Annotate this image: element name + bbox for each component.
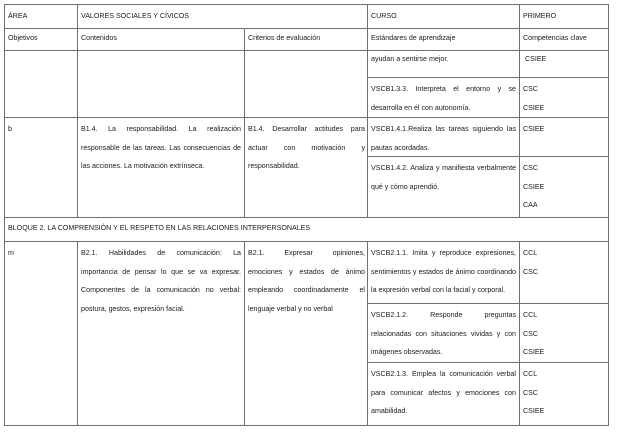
standard-vscb1-4-2: VSCB1.4.2. Analiza y manifiesta verbalmente qué y cómo aprendió.	[371, 164, 516, 191]
table-rule	[367, 303, 609, 304]
competency-badge: CSIEE	[523, 182, 545, 191]
contenido-cell: B2.1. Habilidades de comunicación: La importancia de pensar lo que se va expresar. Componentes de la comunicación no verbal: postura, gestos, expresión facial.	[81, 249, 241, 313]
block-title: BLOQUE 2. LA COMPRENSIÓN Y EL RESPETO EN LAS RELACIONES INTERPERSONALES	[8, 224, 311, 232]
table-rule	[77, 4, 78, 218]
column-header-objetivos: Objetivos	[8, 34, 38, 42]
table-rule	[519, 241, 520, 426]
competency-badge: CCL	[523, 249, 538, 257]
column-header-estandares: Estándares de aprendizaje	[371, 34, 456, 42]
table-rule	[77, 241, 78, 426]
standard-vscb1-4-1: VSCB1.4.1.Realiza las tareas siguiendo las pautas acordadas.	[371, 125, 516, 152]
competency-badge: CSC	[523, 164, 538, 172]
standard-vscb2-1-2: VSCB2.1.2. Responde preguntas relacionadas con situaciones vividas y con imágenes observadas.	[371, 311, 516, 356]
criterio-cell: B2.1. Expresar opiniones, emociones y estados de ánimo empleando coordinadamente el lenguaje verbal y no verbal	[248, 249, 365, 313]
table-border-right	[608, 4, 609, 426]
competency-badge: CSIEE	[523, 103, 545, 112]
standard-vscb1-3-3: VSCB1.3.3. Interpreta el entorno y se desarrolla en él con autonomía.	[371, 85, 516, 112]
table-rule	[244, 241, 245, 426]
competency-badge: CSIEE	[523, 348, 545, 356]
standard-vscb2-1-1: VSCB2.1.1. Imita y reproduce expresiones, sentimientos y estados de ánimo coordinando la expresión verbal con la facial y corporal.	[371, 249, 516, 294]
competency-badge: CSC	[523, 85, 538, 93]
competency-badge: CSIEE	[525, 55, 547, 63]
objetivo-cell: m	[8, 249, 14, 257]
table-rule	[244, 28, 245, 218]
area-label: ÁREA	[8, 12, 28, 20]
competency-badge: CCL	[523, 370, 538, 378]
table-border-left	[4, 4, 5, 426]
competency-list-213	[523, 365, 544, 421]
standard-vscb2-1-3: VSCB2.1.3. Emplea la comunicación verbal para comunicar afectos y emociones con amabilidad.	[371, 370, 516, 415]
objetivo-cell: b	[8, 125, 12, 133]
table-rule	[519, 4, 520, 218]
competency-list-142	[523, 159, 544, 215]
curso-label: CURSO	[371, 12, 397, 20]
column-header-competencias: Competencias clave	[523, 34, 587, 42]
competency-badge: CSC	[523, 329, 538, 338]
competency-badge: CSC	[523, 267, 538, 276]
table-rule	[367, 362, 609, 363]
column-header-contenidos: Contenidos	[81, 34, 117, 42]
criterio-cell: B1.4. Desarrollar actitudes para actuar con motivación y responsabilidad.	[248, 125, 365, 170]
table-rule	[367, 77, 609, 78]
contenido-cell: B1.4. La responsabilidad. La realización responsable de las tareas. Las consecuencias de las acciones. La motivación extrínseca.	[81, 125, 241, 170]
competency-list-211	[523, 244, 538, 281]
competency-badge: CSIEE	[523, 407, 545, 415]
competency-badge: CSC	[523, 388, 538, 397]
competency-list-141	[523, 120, 544, 139]
standard-continuation: ayudan a sentirse mejor.	[371, 55, 449, 63]
competency-list-133	[523, 80, 544, 117]
table-rule	[367, 4, 368, 218]
competency-list-212	[523, 306, 544, 362]
competency-badge: CSIEE	[523, 125, 545, 133]
area-value: VALORES SOCIALES Y CÍVICOS	[81, 12, 190, 20]
table-rule	[367, 241, 368, 426]
competency-badge: CAA	[523, 201, 538, 209]
curriculum-table	[4, 4, 609, 426]
curso-value: PRIMERO	[523, 12, 557, 20]
column-header-criterios: Criterios de evaluación	[248, 34, 321, 42]
competency-badge: CCL	[523, 311, 538, 319]
